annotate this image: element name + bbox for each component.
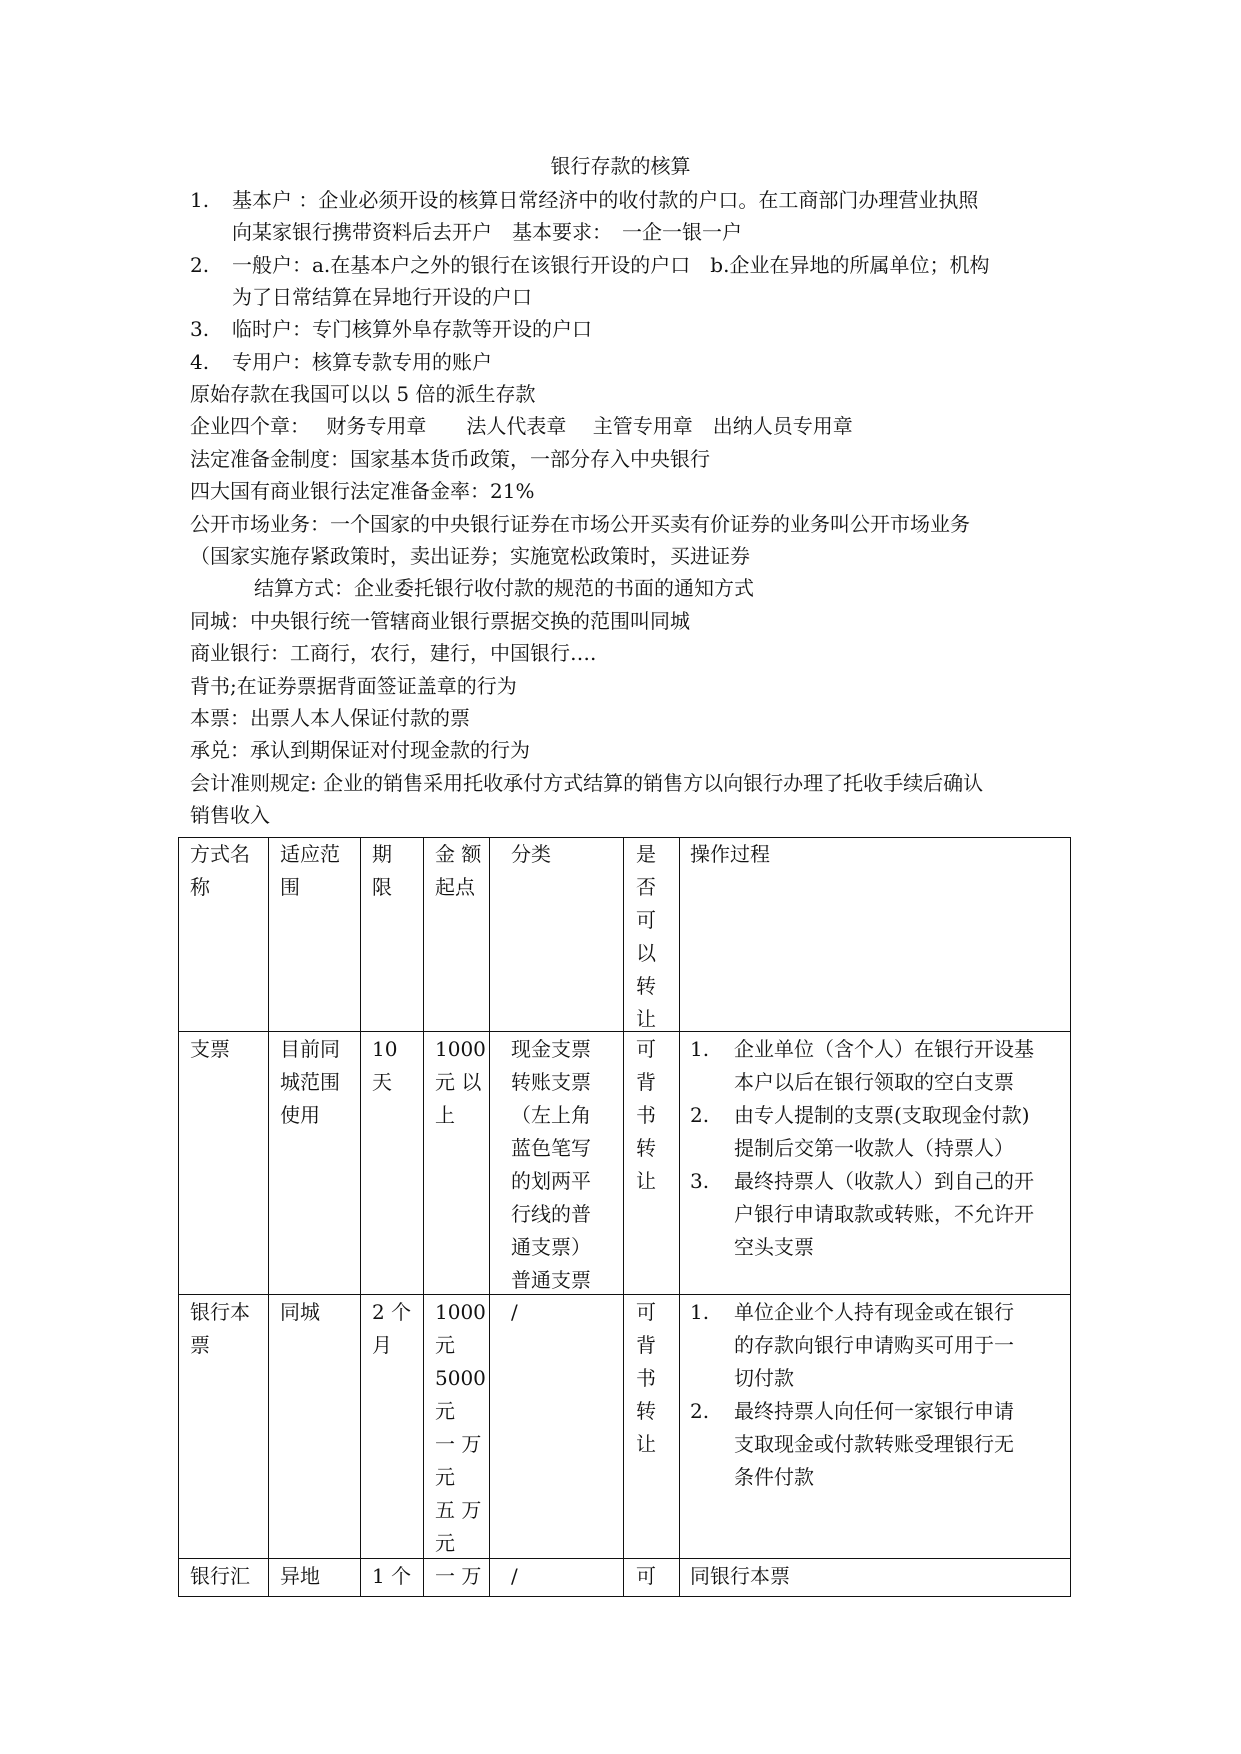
row-draft-period: 1 个 [372, 1564, 412, 1588]
paragraph-open-market-cont: （国家实施存紧政策时，卖出证券；实施宽松政策时，买进证券 [190, 544, 750, 568]
process-step-number: 2. [690, 1103, 710, 1127]
list-number: 2. [190, 253, 210, 277]
list-item-line: 专用户：核算专款专用的账户 [232, 350, 492, 374]
settlement-methods-table [178, 837, 1071, 1597]
list-item-special-account [232, 346, 1062, 378]
process-step: 企业单位（含个人）在银行开设基 本户以后在银行领取的空白支票 [734, 1037, 1034, 1094]
table-border [268, 837, 269, 1597]
list-item-line: 一般户：a.在基本户之外的银行在该银行开设的户口 b.企业在异地的所属单位；机构 [232, 253, 990, 277]
row-draft-amount: 一 万 [435, 1564, 482, 1588]
list-item-basic-account [232, 184, 1062, 248]
row-draft-transferable: 可 [636, 1564, 656, 1588]
process-step: 单位企业个人持有现金或在银行 的存款向银行申请购买可用于一 切付款 [734, 1300, 1014, 1390]
list-item-general-account [232, 249, 1062, 313]
header-transferable: 是 否 可 以 转 让 [636, 842, 656, 1031]
paragraph-accounting-rule-cont: 销售收入 [190, 803, 270, 827]
process-step: 最终持票人（收款人）到自己的开 户银行申请取款或转账，不允许开 空头支票 [734, 1169, 1034, 1259]
paragraph-settlement: 结算方式：企业委托银行收付款的规范的书面的通知方式 [254, 576, 754, 600]
row-draft-scope: 异地 [280, 1564, 320, 1588]
table-border [679, 837, 680, 1597]
header-process: 操作过程 [690, 842, 770, 866]
row-promissory-period: 2 个 月 [372, 1300, 412, 1357]
header-method-name: 方式名 称 [190, 842, 250, 899]
process-step: 最终持票人向任何一家银行申请 支取现金或付款转账受理银行无 条件付款 [734, 1399, 1014, 1489]
table-border [178, 1031, 1071, 1032]
paragraph-same-city: 同城：中央银行统一管辖商业银行票据交换的范围叫同城 [190, 609, 690, 633]
table-border [423, 837, 424, 1597]
process-step-number: 3. [690, 1169, 710, 1193]
process-step-number: 1. [690, 1300, 710, 1324]
header-category: 分类 [511, 842, 551, 866]
paragraph-reserve-system: 法定准备金制度：国家基本货币政策，一部分存入中央银行 [190, 447, 710, 471]
row-cheque-transferable: 可 背 书 转 让 [636, 1037, 656, 1193]
list-item-line: 基本户 ：企业必须开设的核算日常经济中的收付款的户口。在工商部门办理营业执照 [232, 188, 979, 212]
list-item-line: 为了日常结算在异地行开设的户口 [232, 285, 532, 309]
table-border [360, 837, 361, 1597]
paragraph-promissory-note: 本票：出票人本人保证付款的票 [190, 706, 470, 730]
row-cheque-scope: 目前同 城范围 使用 [280, 1037, 340, 1127]
header-scope: 适应范 围 [280, 842, 340, 899]
header-amount: 金 额 起点 [435, 842, 482, 899]
paragraph-acceptance: 承兑：承认到期保证对付现金款的行为 [190, 738, 530, 762]
row-cheque-category: 现金支票 转账支票 （左上角 蓝色笔写 的划两平 行线的普 通支票） 普通支票 [511, 1037, 591, 1292]
process-step: 由专人提制的支票(支取现金付款) 提制后交第一收款人（持票人） [734, 1103, 1030, 1160]
list-item-temporary-account [232, 313, 1062, 345]
document-title: 银行存款的核算 [550, 154, 691, 178]
paragraph-reserve-rate: 四大国有商业银行法定准备金率：21% [190, 479, 535, 503]
table-border [178, 1294, 1071, 1295]
list-number: 1. [190, 188, 210, 212]
paragraph-accounting-rule: 会计准则规定: 企业的销售采用托收承付方式结算的销售方以向银行办理了托收手续后确认 [190, 771, 984, 795]
table-border [623, 837, 624, 1597]
table-border [178, 837, 179, 1597]
paragraph-open-market: 公开市场业务：一个国家的中央银行证券在市场公开买卖有价证券的业务叫公开市场业务 [190, 512, 970, 536]
list-item-line: 临时户：专门核算外阜存款等开设的户口 [232, 317, 592, 341]
row-draft-process: 同银行本票 [690, 1564, 790, 1588]
row-cheque-amount: 1000 元 以 上 [435, 1037, 486, 1127]
process-step-number: 2. [690, 1399, 710, 1423]
row-draft-category: / [511, 1564, 518, 1588]
row-promissory-scope: 同城 [280, 1300, 320, 1324]
row-promissory-amount: 1000 元 5000 元 一 万 元 五 万 元 [435, 1300, 486, 1555]
list-item-line: 向某家银行携带资料后去开户 基本要求： 一企一银一户 [232, 220, 742, 244]
row-promissory-name: 银行本 票 [190, 1300, 250, 1357]
row-cheque-name: 支票 [190, 1037, 230, 1061]
row-promissory-category: / [511, 1300, 518, 1324]
row-draft-name: 银行汇 [190, 1564, 250, 1588]
table-border [178, 1596, 1071, 1597]
list-number: 3. [190, 317, 210, 341]
paragraph-commercial-banks: 商业银行：工商行，农行，建行，中国银行…. [190, 641, 597, 665]
paragraph-derivative-deposit: 原始存款在我国可以以 5 倍的派生存款 [190, 382, 536, 406]
table-border [1070, 837, 1071, 1597]
paragraph-four-seals: 企业四个章： 财务专用章 法人代表章 主管专用章 出纳人员专用章 [190, 414, 853, 438]
table-border [489, 837, 490, 1597]
process-step-number: 1. [690, 1037, 710, 1061]
paragraph-endorsement: 背书;在证券票据背面签证盖章的行为 [190, 674, 517, 698]
row-cheque-period: 10 天 [372, 1037, 398, 1094]
table-border [178, 1558, 1071, 1559]
header-period: 期 限 [372, 842, 392, 899]
row-promissory-transferable: 可 背 书 转 让 [636, 1300, 656, 1456]
list-number: 4. [190, 350, 210, 374]
